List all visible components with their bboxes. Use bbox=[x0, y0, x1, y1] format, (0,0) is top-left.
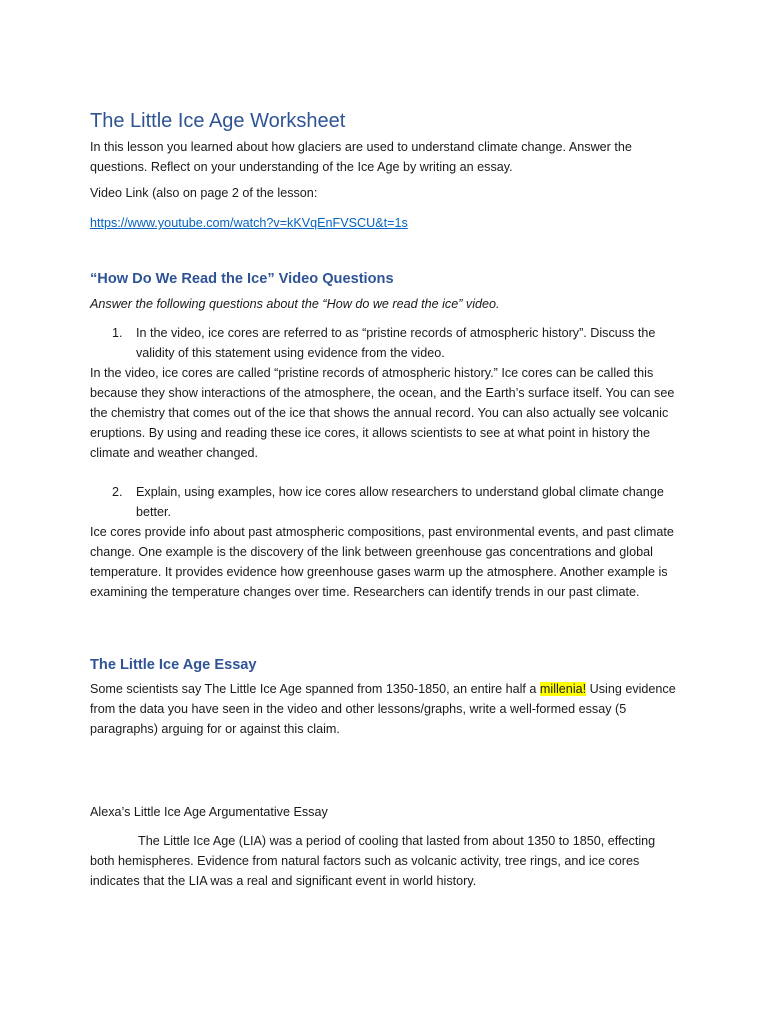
essay-prompt-end: Using evidence from the data you have seen in the video and other lessons/graphs, write a well-formed essay (5 paragraphs) arguing for or against this claim. bbox=[90, 682, 676, 736]
essay-prompt-start: Some scientists say The Little Ice Age spanned from 1350-1850, an entire half a bbox=[90, 682, 540, 696]
video-questions-heading: “How Do We Read the Ice” Video Questions bbox=[90, 271, 394, 287]
question-2-number: 2. bbox=[112, 485, 123, 499]
question-1-text: In the video, ice cores are referred to as “pristine records of atmospheric history”. Discuss the validity of this statement using evidence from the video. bbox=[136, 326, 656, 360]
essay-title: Alexa’s Little Ice Age Argumentative Essay bbox=[90, 805, 328, 819]
answer-2: Ice cores provide info about past atmospheric compositions, past environmental events, and past climate change. One example is the discovery of the link between greenhouse gas concentrations and global temperature. It provides evidence how greenhouse gases warm up the atmosphere. Another example is examining the temperature changes over time. Researchers can identify trends in our past climate. bbox=[90, 525, 674, 599]
video-link[interactable]: https://www.youtube.com/watch?v=kKVqEnFVSCU&t=1s bbox=[90, 216, 408, 230]
essay-heading: The Little Ice Age Essay bbox=[90, 657, 257, 673]
video-link-paragraph bbox=[90, 213, 680, 233]
essay-prompt bbox=[90, 679, 680, 739]
highlighted-word: millenia! bbox=[539, 682, 587, 696]
document-title: The Little Ice Age Worksheet bbox=[90, 110, 346, 132]
answer-1: In the video, ice cores are called “pristine records of atmospheric history.” Ice cores can be called this because they show interactions of the atmosphere, the ocean, and the Earth’s surface itself. You can see the chemistry that comes out of the ice that shows the annual record. You can also actually see volcanic eruptions. By using and reading these ice cores, it allows scientists to see at what point in history the climate and weather changed. bbox=[90, 366, 675, 460]
essay-paragraph-1: The Little Ice Age (LIA) was a period of cooling that lasted from about 1350 to 1850, effecting both hemispheres. Evidence from natural factors such as volcanic activity, tree rings, and ice cores indicates that the LIA was a real and significant event in world history. bbox=[90, 834, 656, 888]
video-link-label: Video Link (also on page 2 of the lesson: bbox=[90, 186, 318, 200]
intro-paragraph: In this lesson you learned about how glaciers are used to understand climate change. Answer the questions. Reflect on your understanding of the Ice Age by writing an essay. bbox=[90, 140, 632, 174]
question-1-number: 1. bbox=[112, 326, 123, 340]
video-questions-instructions: Answer the following questions about the “How do we read the ice” video. bbox=[90, 297, 500, 311]
question-2-text: Explain, using examples, how ice cores allow researchers to understand global climate change better. bbox=[136, 485, 664, 519]
